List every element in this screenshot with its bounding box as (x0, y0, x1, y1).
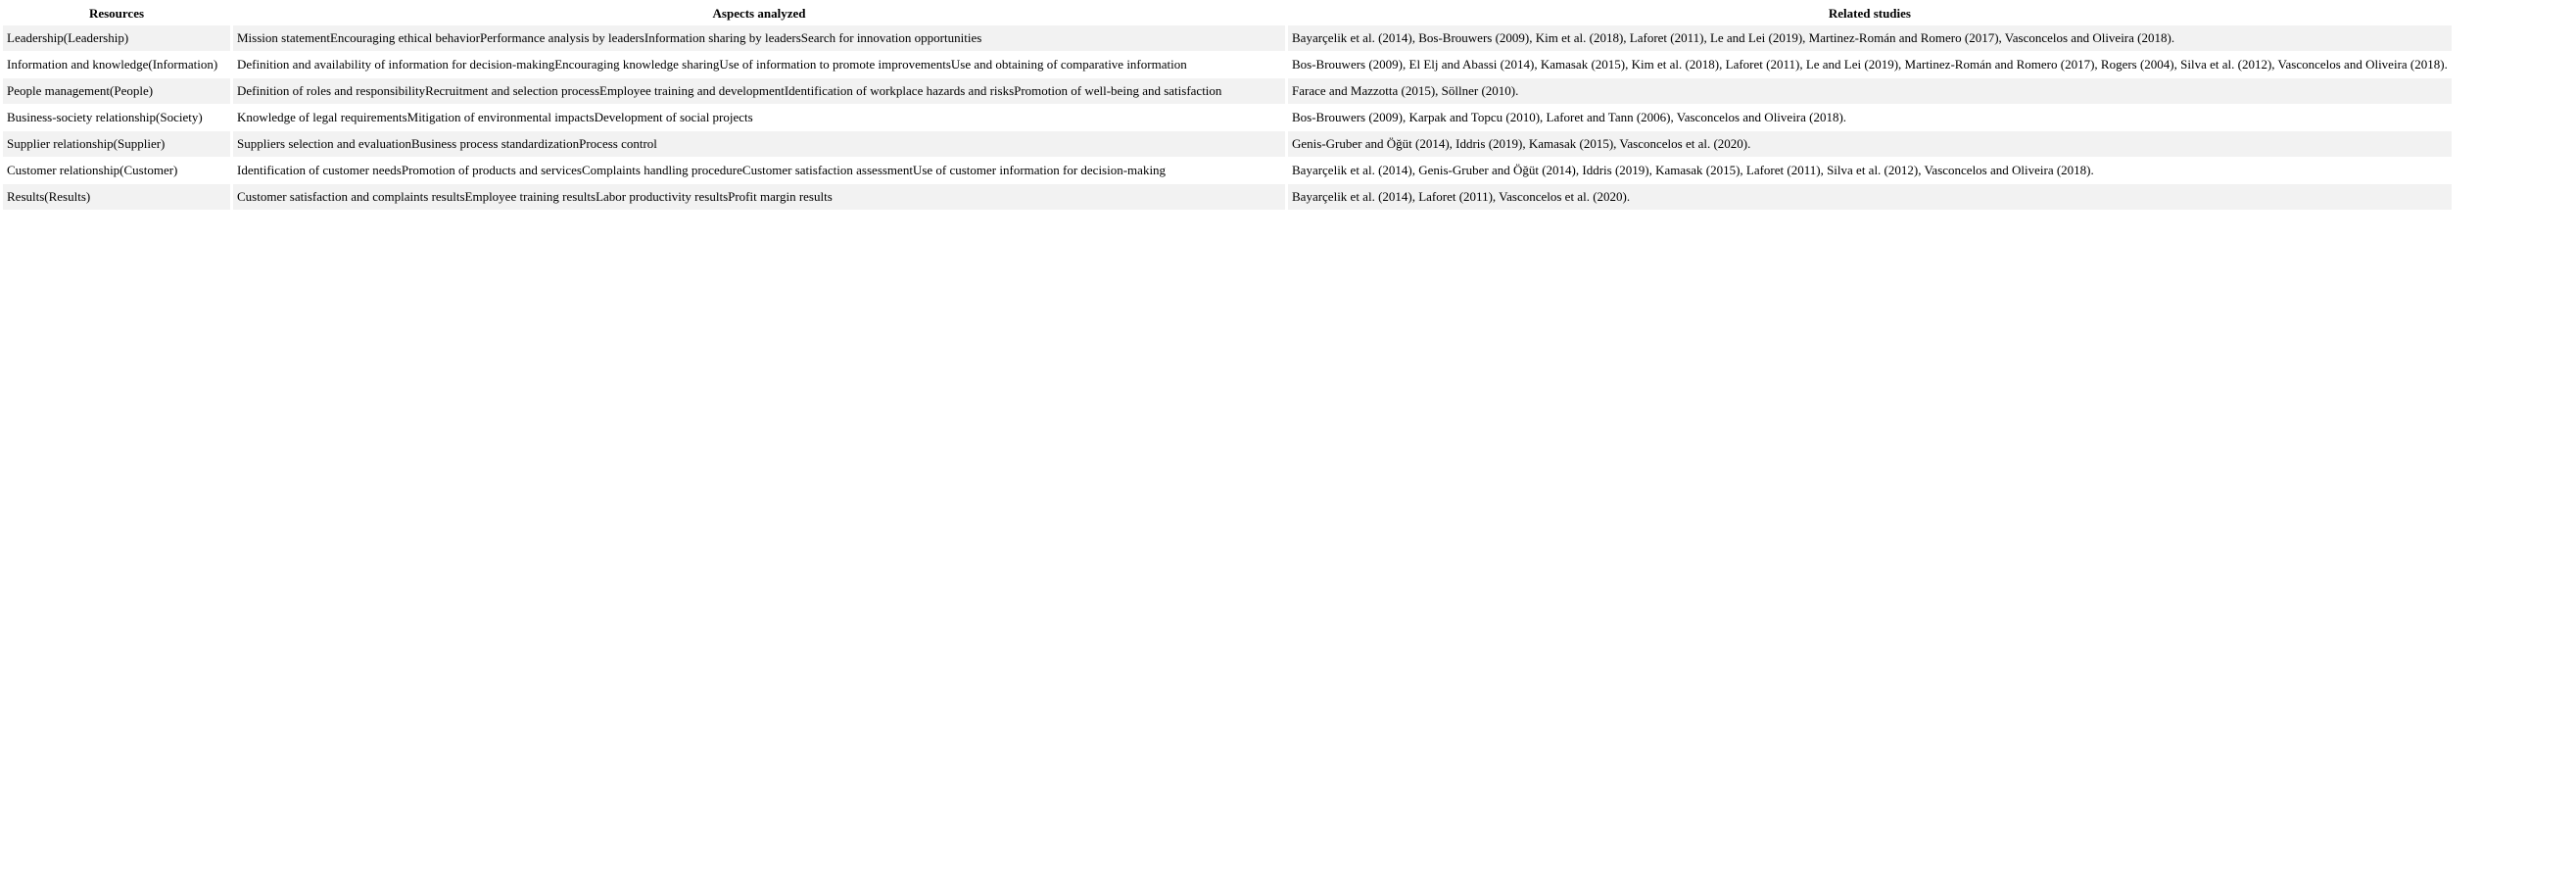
table-row (3, 184, 2452, 210)
resources-table (0, 0, 2455, 211)
aspects-cell: Customer satisfaction and complaints resultsEmployee training resultsLabor productivity resultsProfit margin results (233, 184, 1285, 210)
studies-cell: Bos-Brouwers (2009), Karpak and Topcu (2010), Laforet and Tann (2006), Vasconcelos and Oliveira (2018). (1292, 110, 1847, 124)
header-aspects-analyzed: Aspects analyzed (712, 6, 806, 21)
studies-cell: Bayarçelik et al. (2014), Bos-Brouwers (2009), Kim et al. (2018), Laforet (2011), Le and Lei (2019), Martinez-Román and Romero (2017), Vasconcelos and Oliveira (2018). (1288, 25, 2452, 51)
table-row (3, 105, 2452, 130)
resource-cell: People management(People) (3, 78, 230, 104)
table-header-row (3, 1, 2452, 24)
header-resources: Resources (88, 6, 145, 21)
aspects-cell: Knowledge of legal requirementsMitigation of environmental impactsDevelopment of social projects (237, 110, 753, 124)
table-row (3, 158, 2452, 183)
aspects-cell: Definition of roles and responsibilityRecruitment and selection processEmployee training and developmentIdentification of workplace hazards and risksPromotion of well-being and satisfaction (233, 78, 1285, 104)
aspects-cell: Identification of customer needsPromotion of products and servicesComplaints handling procedureCustomer satisfaction assessmentUse of customer information for decision-making (237, 163, 1167, 177)
aspects-cell: Mission statementEncouraging ethical behaviorPerformance analysis by leadersInformation sharing by leadersSearch for innovation opportunities (233, 25, 1285, 51)
table-row (3, 25, 2452, 51)
aspects-cell: Suppliers selection and evaluationBusiness process standardizationProcess control (233, 131, 1285, 157)
table-row (3, 78, 2452, 104)
resource-cell: Business-society relationship(Society) (7, 110, 203, 124)
resource-cell: Customer relationship(Customer) (7, 163, 178, 177)
studies-cell: Bos-Brouwers (2009), El Elj and Abassi (2014), Kamasak (2015), Kim et al. (2018), Laforet (2011), Le and Lei (2019), Martinez-Román and Romero (2017), Rogers (2004), Silva et al. (2012), Vasconcelos and Oliveira (2018). (1292, 57, 2448, 72)
table-row (3, 52, 2452, 77)
studies-cell: Bayarçelik et al. (2014), Genis-Gruber and Öğüt (2014), Iddris (2019), Kamasak (2015), Laforet (2011), Silva et al. (2012), Vasconcelos and Oliveira (2018). (1292, 163, 2094, 177)
resource-cell: Supplier relationship(Supplier) (3, 131, 230, 157)
resource-cell: Results(Results) (3, 184, 230, 210)
aspects-cell: Definition and availability of information for decision-makingEncouraging knowledge sharingUse of information to promote improvementsUse and obtaining of comparative information (237, 57, 1187, 72)
studies-cell: Genis-Gruber and Öğüt (2014), Iddris (2019), Kamasak (2015), Vasconcelos et al. (2020). (1288, 131, 2452, 157)
resource-cell: Leadership(Leadership) (3, 25, 230, 51)
studies-cell: Bayarçelik et al. (2014), Laforet (2011), Vasconcelos et al. (2020). (1288, 184, 2452, 210)
resource-cell: Information and knowledge(Information) (7, 57, 218, 72)
table-row (3, 131, 2452, 157)
studies-cell: Farace and Mazzotta (2015), Söllner (2010). (1288, 78, 2452, 104)
header-related-studies: Related studies (1828, 6, 1911, 21)
